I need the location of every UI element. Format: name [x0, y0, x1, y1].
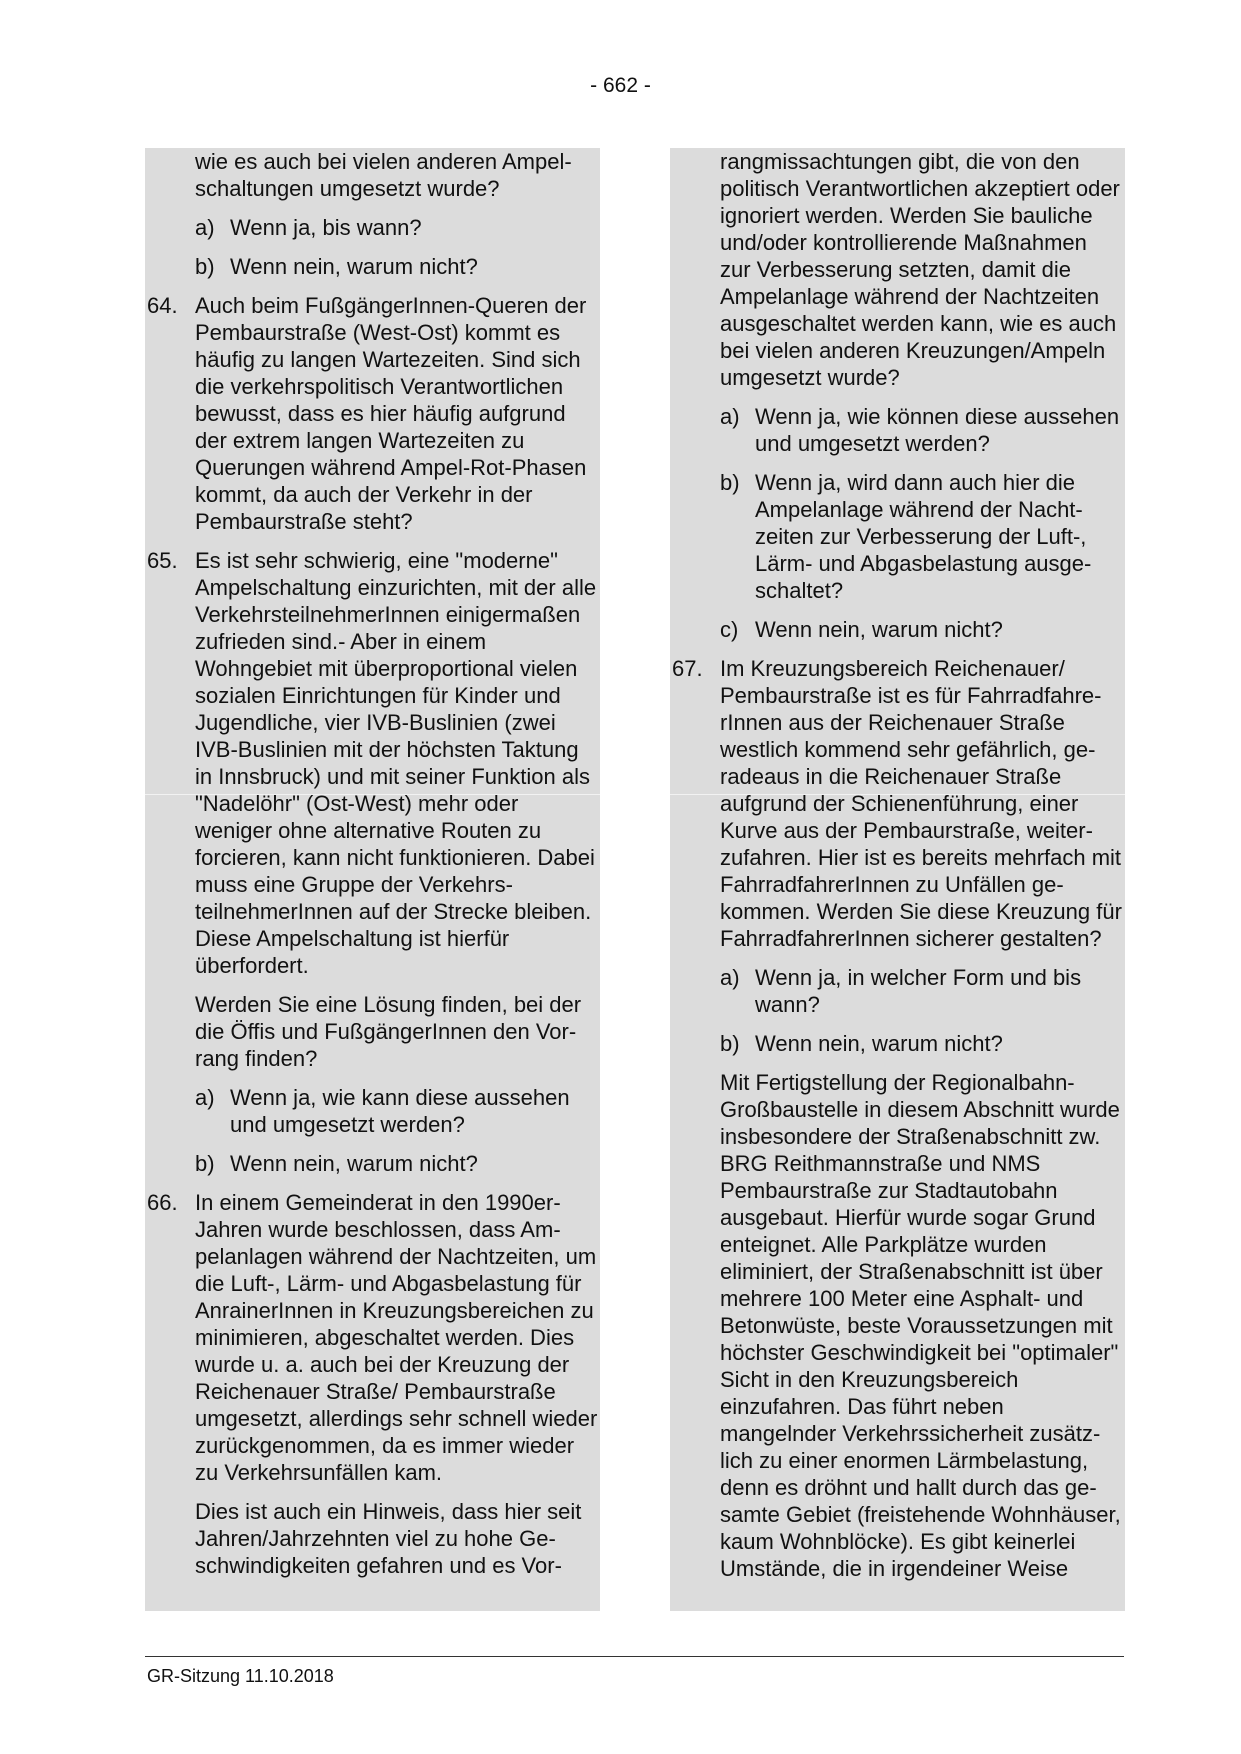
question-64 — [147, 292, 598, 535]
item-label: a) — [195, 215, 215, 240]
question-67 — [672, 655, 1123, 952]
item-label: b) — [195, 1151, 215, 1176]
question-66 — [147, 1189, 598, 1486]
question-65 — [147, 547, 598, 979]
footer-divider — [145, 1656, 1124, 1657]
left-intro-item-b — [195, 253, 598, 280]
item-text: Wenn ja, wie können diese aussehen und umgesetzt werden? — [755, 404, 1120, 456]
right-intro-text: rangmissachtungen gibt, die von den politisch Verantwortlichen akzeptiert oder ignoriert werden. Werden Sie bauliche und/oder kontrollierende Maßnahmen zur Verbesserung setzten, damit die Ampelanlage während der Nachtzeiten ausgeschaltet werden kann, wie es auch bei vielen anderen Kreuzungen/Ampeln umgesetzt wurde? — [720, 149, 1120, 390]
item-label: a) — [195, 1085, 215, 1110]
left-column — [145, 148, 600, 1611]
question-67-paragraph: Mit Fertigstellung der Regionalbahn-Großbaustelle in diesem Abschnitt wurde insbesondere der Straßenabschnitt zw. BRG Reithmannstraße und NMS Pembaurstraße zur Stadtautobahn ausgebaut. Hierfür wurde sogar Grund enteignet. Alle Parkplätze wurden eliminiert, der Straßenabschnitt ist über mehrere 100 Meter eine Asphalt- und Betonwüste, beste Voraussetzungen mit höchster Geschwindigkeit bei "optimaler" Sicht in den Kreuzungsbereich einzufahren. Das führt neben mangelnder Verkehrssicherheit zusätzlich zu einer enormen Lärmbelastung, denn es dröhnt und hallt durch das gesamte Gebiet (freistehende Wohnhäuser, kaum Wohnblöcke). Es gibt keinerlei Umstände, die in irgendeiner Weise — [720, 1070, 1121, 1581]
question-67-item-a — [720, 964, 1123, 1018]
item-text: Wenn nein, warum nicht? — [230, 1151, 478, 1176]
left-intro-text: wie es auch bei vielen anderen Ampelschaltungen umgesetzt wurde? — [195, 149, 572, 201]
question-65-item-a — [195, 1084, 598, 1138]
right-intro-item-c — [720, 616, 1123, 643]
item-label: b) — [195, 254, 215, 279]
right-intro-item-b — [720, 469, 1123, 604]
right-column — [670, 148, 1125, 1611]
question-text: In einem Gemeinderat in den 1990er-Jahren wurde beschlossen, dass Ampelanlagen während der Nachtzeiten, um die Luft-, Lärm- und Abgasbelastung für AnrainerInnen in Kreuzungsbereichen zu minimieren, abgeschaltet werden. Dies wurde u. a. auch bei der Kreuzung der Reichenauer Straße/ Pembaurstraße umgesetzt, allerdings sehr schnell wieder zurückgenommen, da es immer wieder zu Verkehrsunfällen kam. — [195, 1190, 598, 1485]
item-text: Wenn nein, warum nicht? — [755, 1031, 1003, 1056]
item-label: b) — [720, 1031, 740, 1056]
item-text: Wenn ja, bis wann? — [230, 215, 422, 240]
page-number: - 662 - — [590, 74, 651, 97]
item-text: Wenn nein, warum nicht? — [755, 617, 1003, 642]
item-label: a) — [720, 404, 740, 429]
footer-session-date: GR-Sitzung 11.10.2018 — [147, 1666, 334, 1686]
question-number: 65. — [147, 548, 178, 573]
question-text: Auch beim FußgängerInnen-Queren der Pembaurstraße (West-Ost) kommt es häufig zu langen Wartezeiten. Sind sich die verkehrspolitisch Verantwortlichen bewusst, dass es hier häufig aufgrund der extrem langen Wartezeiten zu Querungen während Ampel-Rot-Phasen kommt, da auch der Verkehr in der Pembaurstraße steht? — [195, 293, 587, 534]
question-number: 66. — [147, 1190, 178, 1215]
question-text: Im Kreuzungsbereich Reichenauer/ Pembaurstraße ist es für FahrradfahrerInnen aus der Reichenauer Straße westlich kommend sehr gefährlich, geradeaus in die Reichenauer Straße aufgrund der Schienenführung, einer Kurve aus der Pembaurstraße, weiterzufahren. Hier ist es bereits mehrfach mit FahrradfahrerInnen zu Unfällen gekommen. Werden Sie diese Kreuzung für FahrradfahrerInnen sicherer gestalten? — [720, 656, 1122, 951]
left-intro-item-a — [195, 214, 598, 241]
question-text: Es ist sehr schwierig, eine "moderne" Ampelschaltung einzurichten, mit der alle VerkehrsteilnehmerInnen einigermaßen zufrieden sind.- Aber in einem Wohngebiet mit überproportional vielen sozialen Einrichtungen für Kinder und Jugendliche, vier IVB-Buslinien (zwei IVB-Buslinien mit der höchsten Taktung in Innsbruck) und mit seiner Funktion als "Nadelöhr" (Ost-West) mehr oder weniger ohne alternative Routen zu forcieren, kann nicht funktionieren. Dabei muss eine Gruppe der VerkehrsteilnehmerInnen auf der Strecke bleiben. Diese Ampelschaltung ist hierfür überfordert. — [195, 548, 597, 978]
question-65-item-b — [195, 1150, 598, 1177]
right-intro-item-a — [720, 403, 1123, 457]
item-text: Wenn ja, wie kann diese aussehen und umgesetzt werden? — [230, 1085, 570, 1137]
item-text: Wenn nein, warum nicht? — [230, 254, 478, 279]
question-number: 67. — [672, 656, 703, 681]
item-label: b) — [720, 470, 740, 495]
question-66-paragraph: Dies ist auch ein Hinweis, dass hier seit Jahren/Jahrzehnten viel zu hohe Geschwindigkeiten gefahren und es Vor- — [195, 1499, 582, 1578]
item-text: Wenn ja, wird dann auch hier die Ampelanlage während der Nachtzeiten zur Verbesserung der Luft-, Lärm- und Abgasbelastung ausgeschaltet? — [755, 470, 1092, 603]
item-text: Wenn ja, in welcher Form und bis wann? — [755, 965, 1082, 1017]
question-67-item-b — [720, 1030, 1123, 1057]
item-label: c) — [720, 617, 739, 642]
item-label: a) — [720, 965, 740, 990]
question-number: 64. — [147, 293, 178, 318]
question-65-paragraph: Werden Sie eine Lösung finden, bei der die Öffis und FußgängerInnen den Vorrang finden? — [195, 992, 582, 1071]
